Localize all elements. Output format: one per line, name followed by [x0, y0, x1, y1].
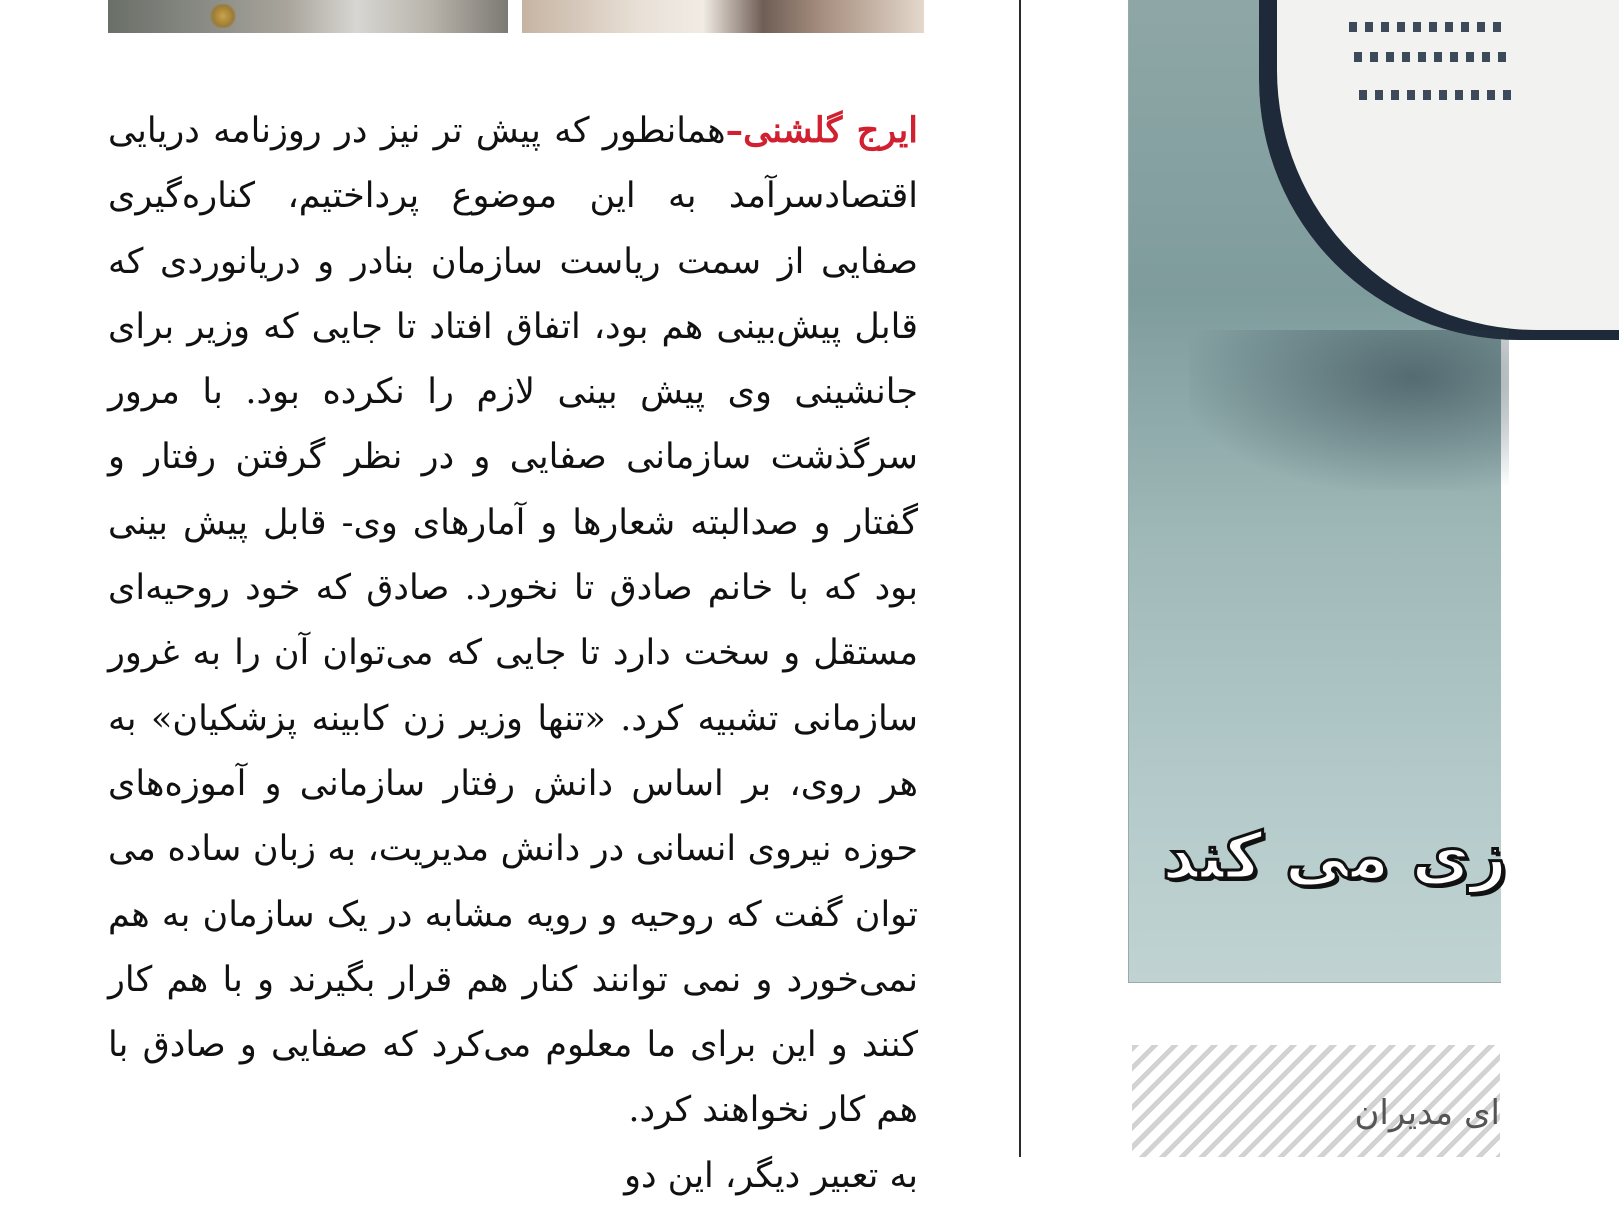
- sidebar-title: ای مدیران: [1354, 1093, 1500, 1133]
- column-divider: [1019, 0, 1021, 1157]
- ship-window-row: [1354, 52, 1514, 62]
- sidebar-box: [1132, 1045, 1500, 1157]
- ship-hull: [1259, 0, 1619, 340]
- article-paragraph: همانطور که پیش تر نیز در روزنامه دریایی اقتصادسرآمد به این موضوع پرداختیم، کناره‌گیری صفایی از سمت ریاست سازمان بنادر و دریانوردی که قابل پیش‌بینی هم بود، اتفاق افتاد تا جایی که وزیر برای جانشینی وی پیش بینی لازم را نکرده بود. با مرور سرگذشت سازمانی صفایی و در نظر گرفتن رفتار و گفتار و صدالبته شعارها و آمارهای وی- قابل پیش بینی بود که با خانم صادق تا نخورد. صادق که خود روحیه‌ای مستقل و سخت دارد تا جایی که می‌توان آن را به غرور سازمانی تشبیه کرد. «تنها وزیر زن کابینه پزشکیان» به هر روی، بر اساس دانش رفتار سازمانی و آموزه‌های حوزه نیروی انسانی در دانش مدیریت، به زبان ساده می توان گفت که روحیه و رویه مشابه در یک سازمان به هم نمی‌خورد و نمی توانند کنار هم قرار بگیرند و با هم کار کنند و این برای ما معلوم می‌کرد که صفایی و صادق با هم کار نخواهند کرد.: [108, 111, 918, 1131]
- ship-window-row: [1349, 22, 1509, 32]
- author-byline: ایرج گلشنی: [743, 110, 918, 151]
- photo-headline-caption: زی می کند: [1162, 820, 1507, 894]
- article-body: [108, 98, 918, 1196]
- ship-reflection: [1189, 330, 1509, 490]
- ship-window-row: [1359, 90, 1519, 100]
- top-photo-right: [522, 0, 924, 33]
- top-photo-left: [108, 0, 508, 33]
- byline-dash: –: [725, 110, 744, 151]
- ship-photo: [1128, 0, 1507, 983]
- article-next-line: به تعبیر دیگر، این دو: [624, 1155, 918, 1196]
